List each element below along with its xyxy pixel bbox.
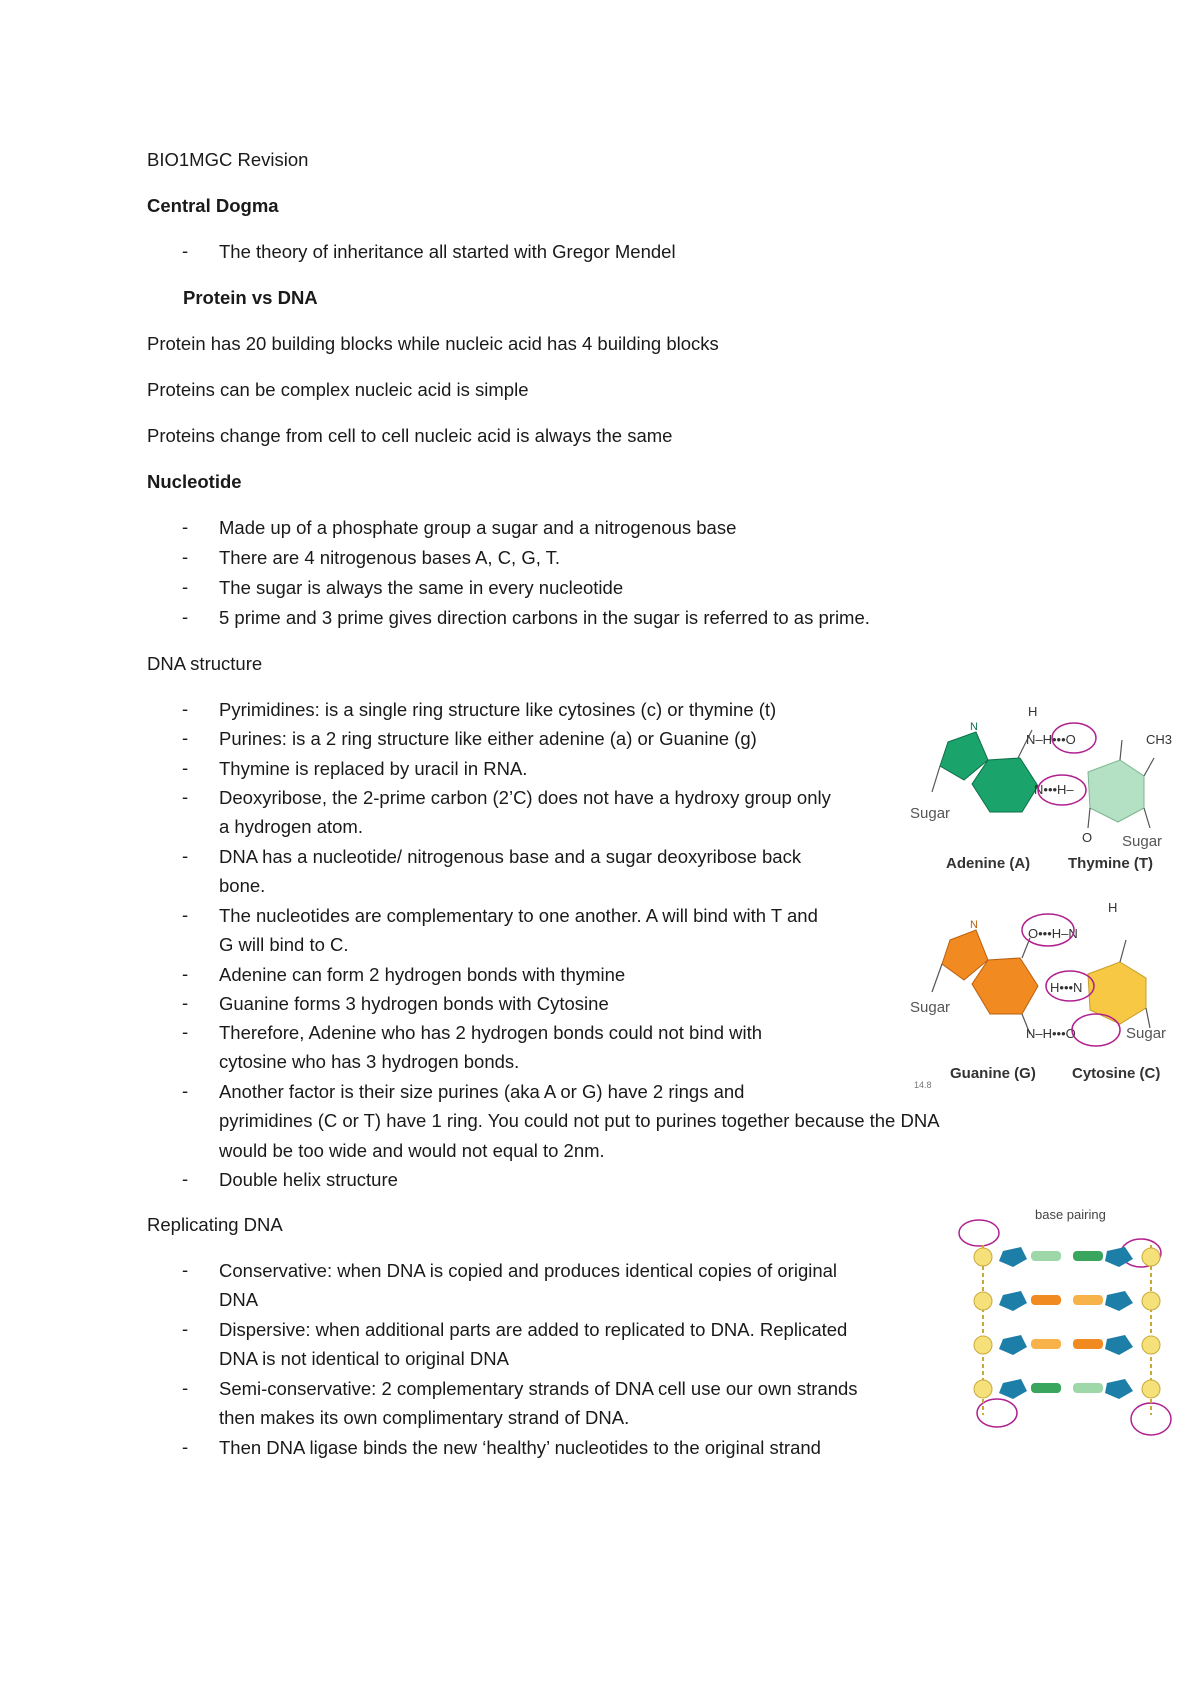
list-item: The theory of inheritance all started with Gregor Mendel [219,241,676,262]
bullet-mark: - [182,1080,189,1101]
paragraph: Proteins change from cell to cell nucleic acid is always the same [147,425,673,446]
list-item-continuation: pyrimidines (C or T) have 1 ring. You could not put to purines together because the DNA [219,1110,940,1131]
guanine-six-ring [972,958,1038,1014]
figure-number: 14.8 [914,1080,932,1088]
bullet-mark: - [182,516,189,537]
hydrogen-label: H [1028,704,1038,719]
bullet-mark: - [182,1318,189,1339]
nitrogen-label: N [970,721,978,733]
bullet-mark: - [182,240,189,261]
list-item-continuation: DNA is not identical to original DNA [219,1348,509,1369]
sugar-label: Sugar [910,805,951,822]
list-item-continuation: a hydrogen atom. [219,816,363,837]
bullet-mark: - [182,992,189,1013]
list-item: Purines: is a 2 ring structure like either adenine (a) or Guanine (g) [219,728,757,749]
list-item: Semi-conservative: 2 complementary strands of DNA cell use our own strands [219,1378,858,1399]
bullet-mark: - [182,576,189,597]
list-item: Pyrimidines: is a single ring structure like cytosines (c) or thymine (t) [219,699,777,720]
bullet-mark: - [182,757,189,778]
list-item: Deoxyribose, the 2-prime carbon (2’C) does not have a hydroxy group only [219,787,831,808]
list-item: Guanine forms 3 hydrogen bonds with Cytosine [219,993,609,1014]
list-item: The sugar is always the same in every nucleotide [219,577,624,598]
cytosine-label: Cytosine (C) [1072,1065,1161,1082]
list-item: Dispersive: when additional parts are added to replicated to DNA. Replicated [219,1319,848,1340]
bullet-mark: - [182,786,189,807]
heading-dna-structure: DNA structure [147,653,263,674]
list-item: There are 4 nitrogenous bases A, C, G, T. [219,547,561,568]
list-item: Made up of a phosphate group a sugar and a nitrogenous base [219,517,737,538]
hbond-label: H•••N [1050,980,1083,995]
list-item-continuation: would be too wide and would not equal to 2nm. [219,1140,605,1161]
list-item-continuation: then makes its own complimentary strand of DNA. [219,1407,630,1428]
heading-central-dogma: Central Dogma [147,195,279,216]
list-item-continuation: cytosine who has 3 hydrogen bonds. [219,1051,520,1072]
bullet-mark: - [182,1436,189,1457]
bullet-mark: - [182,698,189,719]
sugar-label: Sugar [1122,833,1163,850]
hbond-label: O•••H–N [1028,926,1078,941]
adenine-label: Adenine (A) [946,855,1031,872]
oxygen-label: O [1082,830,1093,845]
methyl-label: CH3 [1146,732,1173,747]
list-item: Conservative: when DNA is copied and produces identical copies of original [219,1260,838,1281]
hbond-label: N–H•••O [1026,732,1076,747]
heading-protein-vs-dna: Protein vs DNA [183,287,318,308]
thymine-ring [1088,760,1144,822]
list-item-continuation: bone. [219,875,266,896]
paragraph: Protein has 20 building blocks while nucleic acid has 4 building blocks [147,333,719,354]
sugar-label: Sugar [910,999,951,1016]
guanine-label: Guanine (G) [950,1065,1036,1082]
bullet-mark: - [182,963,189,984]
list-item: The nucleotides are complementary to one another. A will bind with T and [219,905,818,926]
list-item: Another factor is their size purines (aka A or G) have 2 rings and [219,1081,745,1102]
adenine-six-ring [972,758,1038,812]
annotation-circle [1072,1014,1120,1046]
heading-nucleotide: Nucleotide [147,471,242,492]
base-pairing-diagram [955,1205,1180,1445]
bullet-mark: - [182,727,189,748]
bullet-mark: - [182,606,189,627]
list-item: 5 prime and 3 prime gives direction carbons in the sugar is referred to as prime. [219,607,870,628]
list-item: Double helix structure [219,1169,398,1190]
adenine-thymine-diagram [910,700,1175,875]
hbond-label: N–H•••O [1026,1026,1076,1041]
list-item: Therefore, Adenine who has 2 hydrogen bonds could not bind with [219,1022,763,1043]
hbond-label: N•••H– [1034,782,1074,797]
list-item: Then DNA ligase binds the new ‘healthy’ nucleotides to the original strand [219,1437,821,1458]
bullet-mark: - [182,904,189,925]
bullet-mark: - [182,1377,189,1398]
thymine-label: Thymine (T) [1068,855,1153,872]
paragraph: Proteins can be complex nucleic acid is simple [147,379,529,400]
hydrogen-label: H [1108,900,1118,915]
guanine-cytosine-diagram [910,888,1175,1088]
bullet-mark: - [182,1021,189,1042]
doc-title: BIO1MGC Revision [147,149,309,170]
list-item-continuation: G will bind to C. [219,934,349,955]
bullet-mark: - [182,546,189,567]
nitrogen-label: N [970,919,978,931]
list-item: DNA has a nucleotide/ nitrogenous base and a sugar deoxyribose back [219,846,802,867]
bullet-mark: - [182,845,189,866]
heading-replicating-dna: Replicating DNA [147,1214,283,1235]
annotation-circle [959,1220,999,1246]
bullet-mark: - [182,1168,189,1189]
sugar-label: Sugar [1126,1025,1167,1042]
bullet-mark: - [182,1259,189,1280]
list-item-continuation: DNA [219,1289,259,1310]
list-item: Adenine can form 2 hydrogen bonds with thymine [219,964,626,985]
base-pairing-title: base pairing [1035,1207,1106,1222]
list-item: Thymine is replaced by uracil in RNA. [219,758,528,779]
